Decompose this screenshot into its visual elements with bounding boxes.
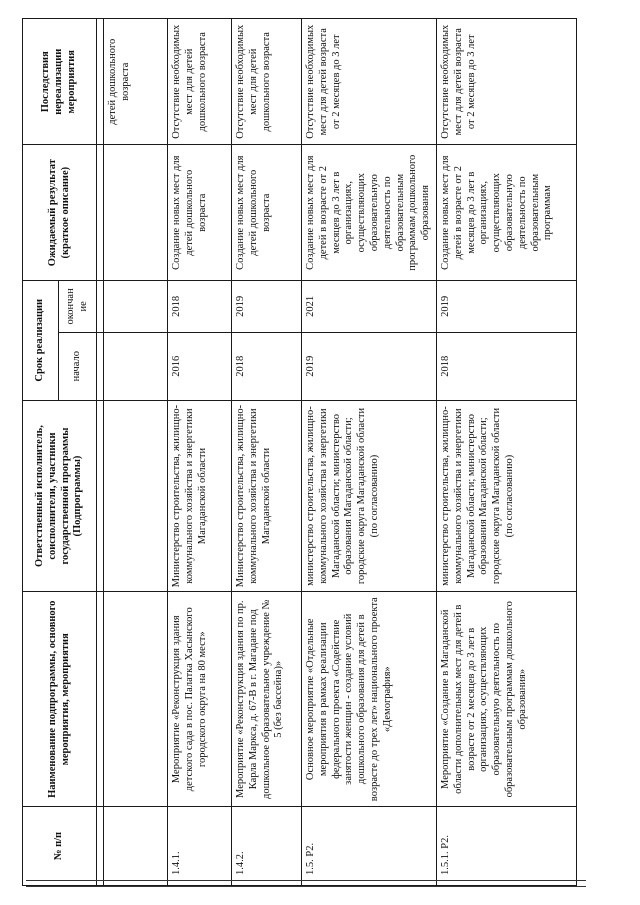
row-consequence: Отсутствие необходимых мест для детей дошкольного возраста	[232, 19, 302, 145]
row-start: 2016	[168, 332, 232, 400]
row-start: 2018	[436, 332, 576, 400]
row-responsible: министерство строительства, жилищно-коммунального хозяйства и энергетики Магаданской области; министерство образования Магаданской области; городские округа Магаданской области (по согласованию)	[436, 400, 576, 592]
table-row	[436, 19, 576, 886]
header-consequence: Последствия нереализации мероприятия	[23, 19, 97, 145]
header-end: окончан ие	[59, 280, 97, 332]
row-result: Создание новых мест для детей дошкольного возраста	[168, 145, 232, 280]
table-row	[232, 19, 302, 886]
table-row	[104, 19, 168, 886]
header-period: Срок реализации	[23, 280, 59, 400]
row-result: Создание новых мест для детей в возрасте от 2 месяцев до 3 лет в организациях, осуществляющих образовательную деятельность по образовательным программам дошкольного образования	[302, 145, 437, 280]
rotated-table-container	[22, 18, 575, 886]
row-name: Мероприятие «Реконструкция здания по пр. Карла Маркса, д. 67-В в г. Магадане под дошкольное образовательное учреждение № 5 (без бассейна)»	[232, 592, 302, 806]
table-row	[168, 19, 232, 886]
row-name: Мероприятие «Создание в Магаданской области дополнительных мест для детей в возрасте от 2 месяцев до 3 лет в организациях, осуществляющих образовательную деятельность по образовательным программам дошкольного образования»	[436, 592, 576, 806]
row-responsible: Министерство строительства, жилищно-коммунального хозяйства и энергетики Магаданской области	[232, 400, 302, 592]
page-bottom-rule-2	[26, 886, 586, 887]
row-start: 2019	[302, 332, 437, 400]
row-result	[104, 145, 168, 280]
row-consequence: Отсутствие необходимых мест для детей дошкольного возраста	[168, 19, 232, 145]
row-number: 1.5.1. Р2.	[436, 806, 576, 885]
row-consequence: Отсутствие необходимых мест для детей возраста от 2 месяцев до 3 лет	[302, 19, 437, 145]
row-number: 1.4.2.	[232, 806, 302, 885]
row-result: Создание новых мест для детей дошкольного возраста	[232, 145, 302, 280]
row-responsible: министерство строительства, жилищно-коммунального хозяйства и энергетики Магаданской области; министерство образования Магаданской области; городские округа Магаданской области (по согласованию)	[302, 400, 437, 592]
row-consequence: Отсутствие необходимых мест для детей возраста от 2 месяцев до 3 лет	[436, 19, 576, 145]
row-name	[104, 592, 168, 806]
header-responsible: Ответственный исполнитель, соисполнители, участники государственной программы (Подпрограммы)	[23, 400, 97, 592]
row-end: 2019	[436, 280, 576, 332]
row-start	[104, 332, 168, 400]
program-table	[22, 18, 577, 886]
row-number: 1.4.1.	[168, 806, 232, 885]
header-number: № п/п	[23, 806, 97, 885]
header-result: Ожидаемый результат (краткое описание)	[23, 145, 97, 280]
row-responsible: Министерство строительства, жилищно-коммунального хозяйства и энергетики Магаданской области	[168, 400, 232, 592]
page-bottom-rule	[26, 880, 586, 881]
row-number	[104, 806, 168, 885]
row-start: 2018	[232, 332, 302, 400]
row-end	[104, 280, 168, 332]
row-result: Создание новых мест для детей в возрасте от 2 месяцев до 3 лет в организациях, осуществляющих образовательную деятельность по образовательным программам	[436, 145, 576, 280]
row-end: 2018	[168, 280, 232, 332]
row-number: 1.5. Р2.	[302, 806, 437, 885]
row-end: 2021	[302, 280, 437, 332]
row-end: 2019	[232, 280, 302, 332]
table-row	[302, 19, 437, 886]
header-start: начало	[59, 332, 97, 400]
row-name: Мероприятие «Реконструкция здания детского сада в пос. Палатка Хасынского городского округа на 80 мест»	[168, 592, 232, 806]
row-responsible	[104, 400, 168, 592]
row-consequence: детей дошкольного возраста	[104, 19, 168, 145]
header-name: Наименование подпрограммы, основного мероприятия, мероприятия	[23, 592, 97, 806]
row-name: Основное мероприятие «Отдельные мероприятия в рамках реализации федерального проекта «Содействие занятости женщин - создание условий дошкольного образования для детей в возрасте до трех лет» национального проекта «Демография»	[302, 592, 437, 806]
